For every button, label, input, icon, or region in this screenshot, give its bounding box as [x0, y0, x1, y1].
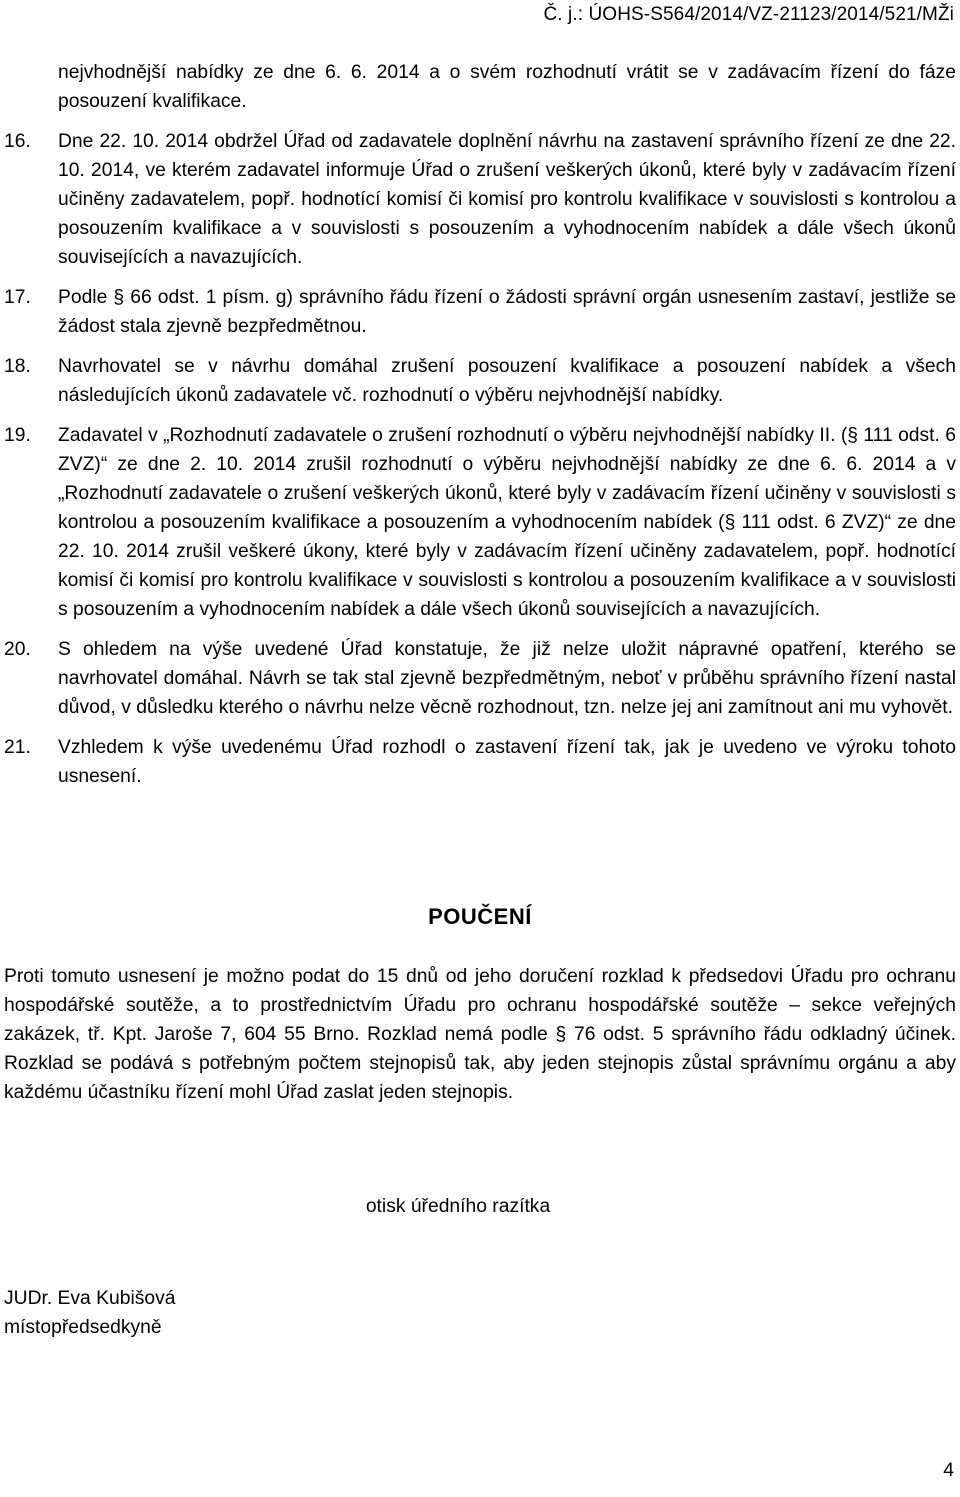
signature-block: [4, 1284, 175, 1342]
paragraph-text: Dne 22. 10. 2014 obdržel Úřad od zadavatele doplnění návrhu na zastavení správního řízení ze dne 22. 10. 2014, ve kterém zadavatel informuje Úřad o zrušení veškerých úkonů, které byly v zadávacím řízení učiněny zadavatelem, popř. hodnotící komisí či komisí pro kontrolu kvalifikace v souvislosti s kontrolou a posouzením kvalifikace a v souvislosti s posouzením a vyhodnocením nabídek a dále všech úkonů souvisejících a navazujících.: [58, 131, 956, 268]
decision-body: [4, 58, 956, 791]
paragraph-17: [4, 283, 956, 341]
document-reference-number: Č. j.: ÚOHS-S564/2014/VZ-21123/2014/521/MŽi: [543, 4, 954, 25]
paragraph-number: 18.: [4, 356, 31, 377]
paragraph-20: [4, 635, 956, 722]
paragraph-18: [4, 352, 956, 410]
instruction-heading: POUČENÍ: [428, 904, 532, 929]
paragraph-text: Podle § 66 odst. 1 písm. g) správního řádu řízení o žádosti správní orgán usnesením zastaví, jestliže se žádost stala zjevně bezpředmětnou.: [58, 287, 956, 337]
page-number: 4: [943, 1460, 954, 1481]
paragraph-19: [4, 421, 956, 624]
paragraph-text: S ohledem na výše uvedené Úřad konstatuje, že již nelze uložit nápravné opatření, kterého se navrhovatel domáhal. Návrh se tak stal zjevně bezpředmětným, neboť v průběhu správního řízení nastal důvod, v důsledku kterého o návrhu nelze věcně rozhodnout, tzn. nelze jej ani zamítnout ani mu vyhovět.: [58, 639, 956, 718]
paragraph-number: 19.: [4, 425, 31, 446]
paragraph-text: nejvhodnější nabídky ze dne 6. 6. 2014 a o svém rozhodnutí vrátit se v zadávacím řízení do fáze posouzení kvalifikace.: [58, 62, 956, 112]
paragraph-16: [4, 127, 956, 272]
instruction-text: Proti tomuto usnesení je možno podat do 15 dnů od jeho doručení rozklad k předsedovi Úřadu pro ochranu hospodářské soutěže, a to prostřednictvím Úřadu pro ochranu hospodářské soutěže – sekce veřejných zakázek, tř. Kpt. Jaroše 7, 604 55 Brno. Rozklad nemá podle § 76 odst. 5 správního řádu odkladný účinek. Rozklad se podává s potřebným počtem stejnopisů tak, aby jeden stejnopis zůstal správnímu orgánu a aby každému účastníku řízení mohl Úřad zaslat jeden stejnopis.: [4, 966, 956, 1103]
signatory-title: místopředsedkyně: [4, 1317, 162, 1338]
paragraph-number: 16.: [4, 131, 31, 152]
signatory-name: JUDr. Eva Kubišová: [4, 1288, 176, 1309]
paragraph-number: [4, 58, 58, 116]
paragraph-number: 17.: [4, 287, 31, 308]
paragraph-continuation: [4, 58, 956, 116]
paragraph-number: 21.: [4, 737, 31, 758]
paragraph-text: Vzhledem k výše uvedenému Úřad rozhodl o zastavení řízení tak, jak je uvedeno ve výroku tohoto usnesení.: [58, 737, 956, 787]
official-stamp-placeholder: otisk úředního razítka: [365, 1196, 551, 1217]
paragraph-21: [4, 733, 956, 791]
paragraph-text: Zadavatel v „Rozhodnutí zadavatele o zrušení rozhodnutí o výběru nejvhodnější nabídky II. (§ 111 odst. 6 ZVZ)“ ze dne 2. 10. 2014 zrušil rozhodnutí o výběru nejvhodnější nabídky ze dne 6. 6. 2014 a v „Rozhodnutí zadavatele o zrušení veškerých úkonů, které byly v zadávacím řízení učiněny v souvislosti s kontrolou a posouzením kvalifikace a posouzením a vyhodnocením nabídek (§ 111 odst. 6 ZVZ)“ ze dne 22. 10. 2014 zrušil veškeré úkony, které byly v zadávacím řízení učiněny zadavatelem, popř. hodnotící komisí či komisí pro kontrolu kvalifikace v souvislosti s kontrolou a posouzením kvalifikace a v souvislosti s posouzením a vyhodnocením nabídek a dále všech úkonů souvisejících a navazujících.: [58, 425, 956, 620]
paragraph-text: Navrhovatel se v návrhu domáhal zrušení posouzení kvalifikace a posouzení nabídek a všech následujících úkonů zadavatele vč. rozhodnutí o výběru nejvhodnější nabídky.: [58, 356, 956, 406]
paragraph-number: 20.: [4, 639, 31, 660]
